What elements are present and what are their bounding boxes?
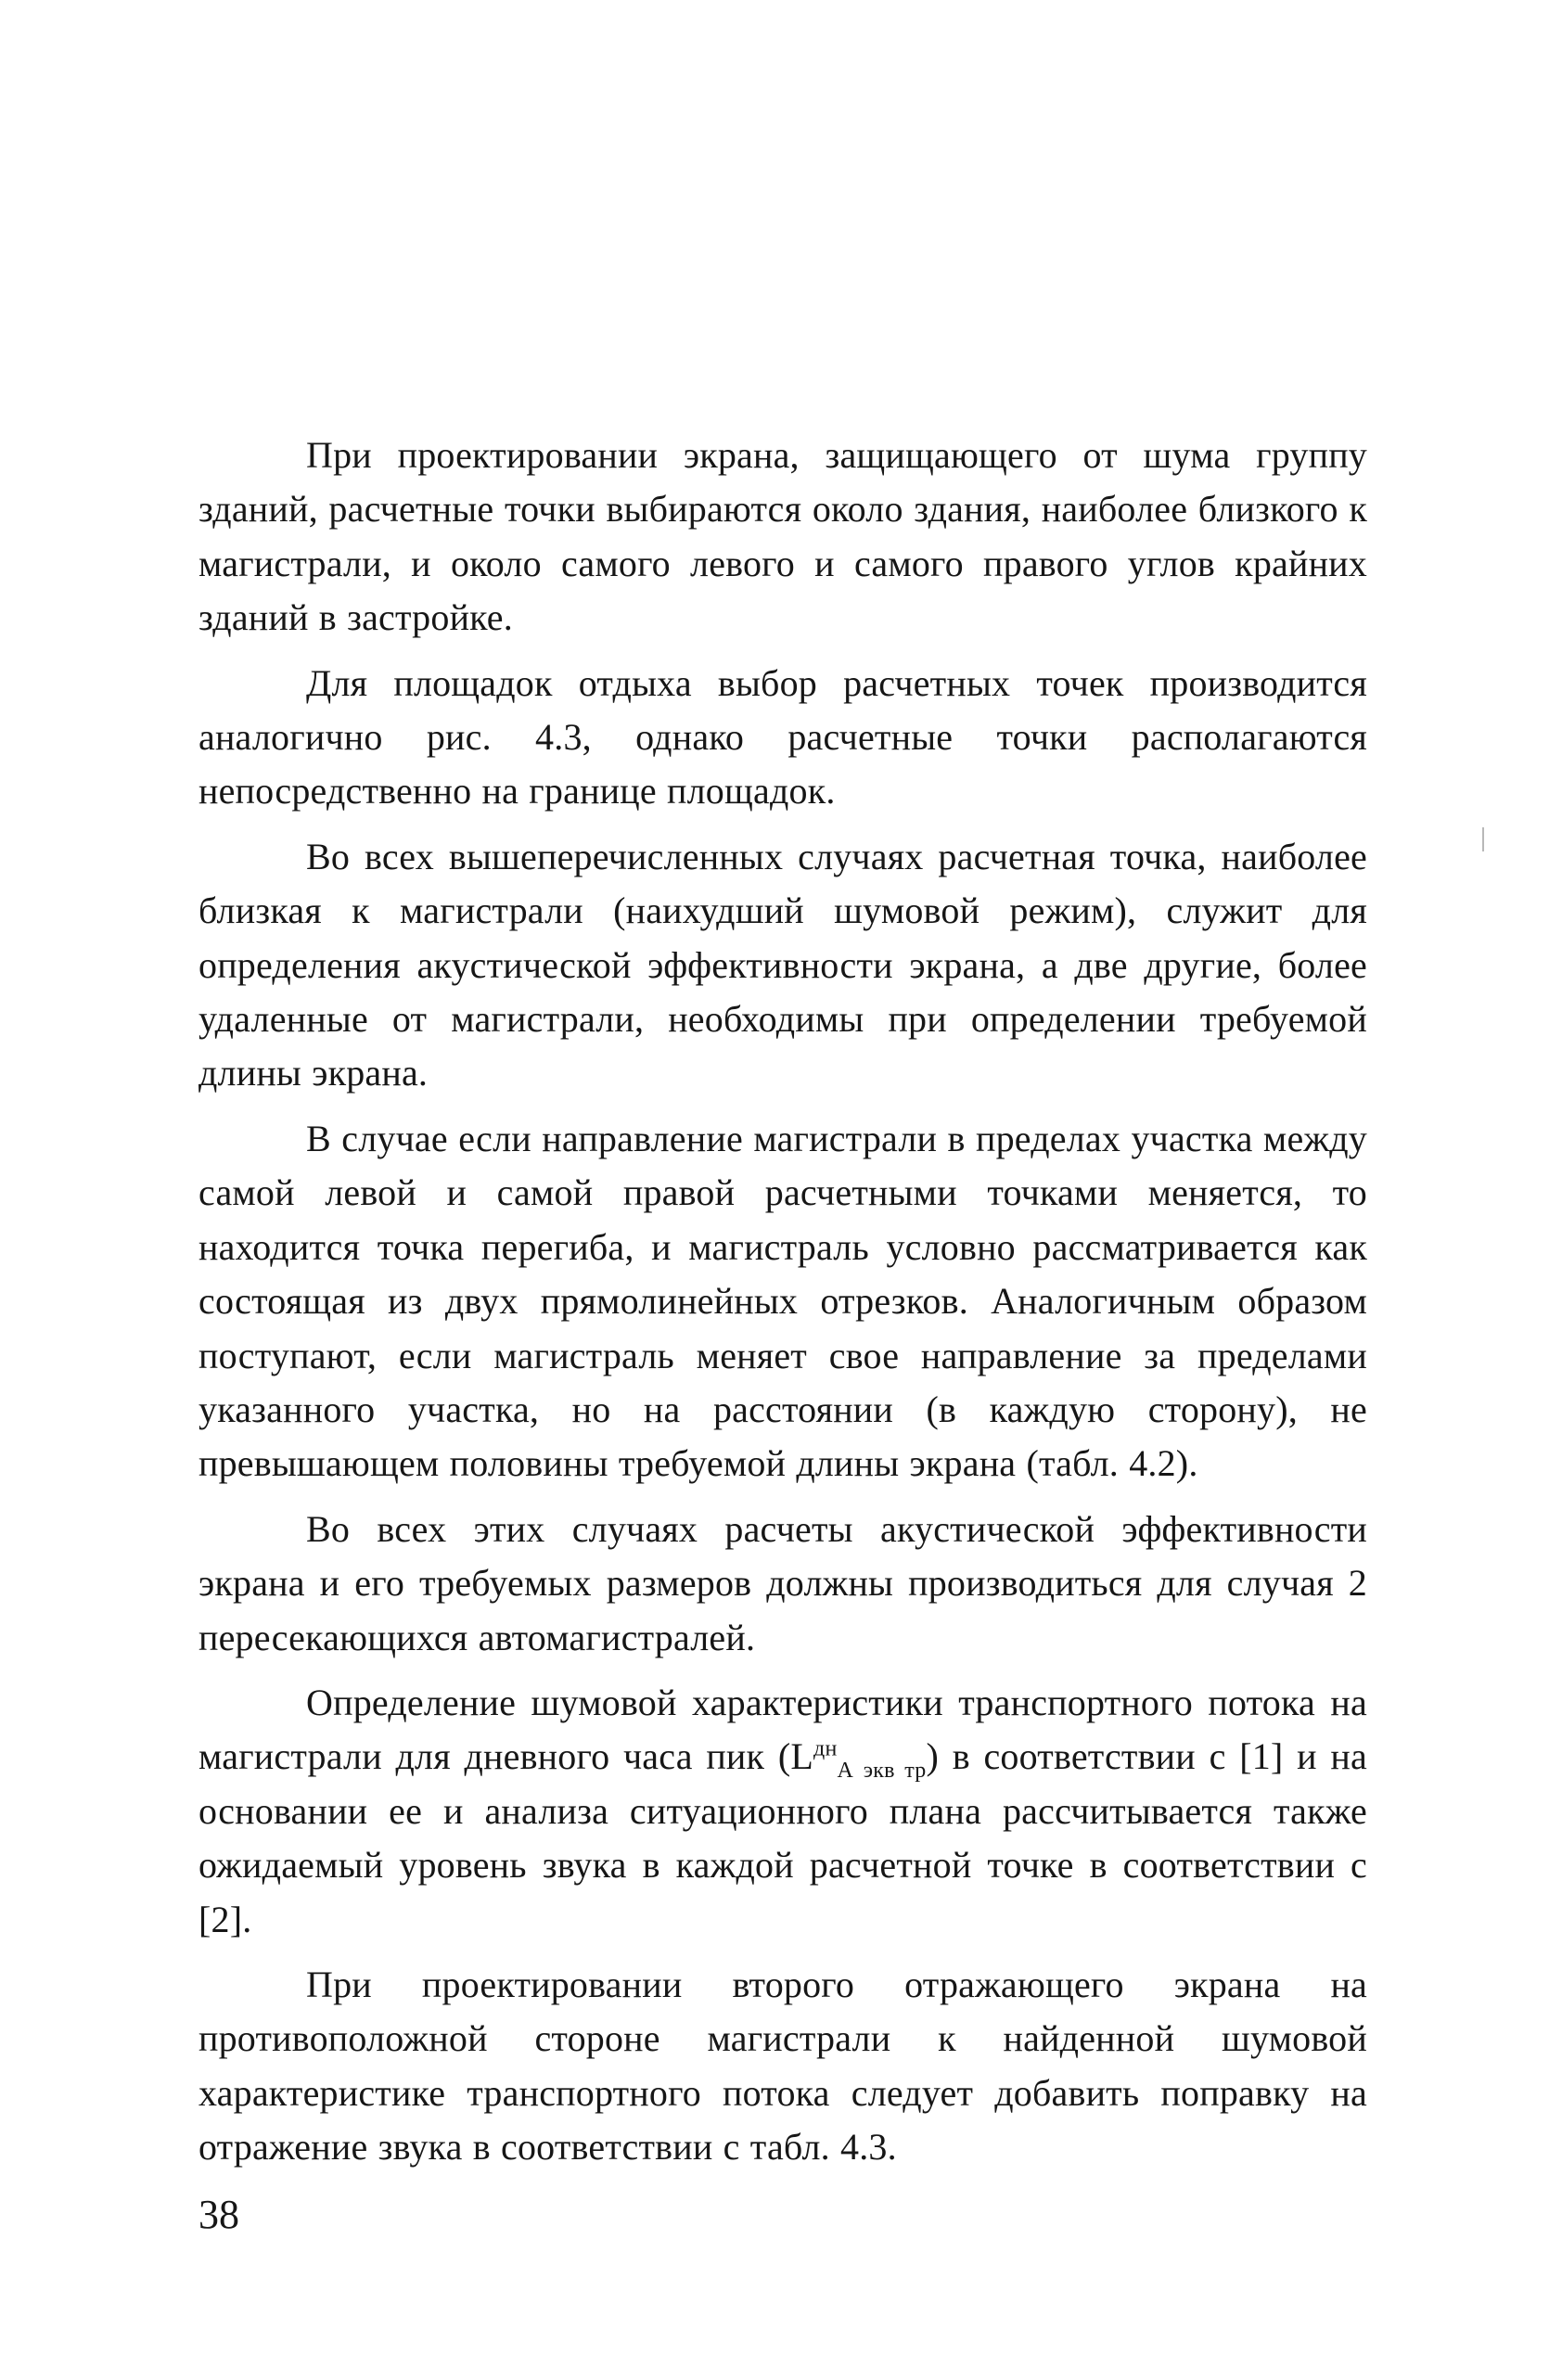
paragraph-6 <box>198 1676 1367 1947</box>
formula-base: L <box>790 1735 814 1778</box>
paragraph-6-text-before: Определение шумовой характеристики транспортного потока на магистрали для дневного часа пик <box>198 1681 1367 1778</box>
paragraph-1: При проектировании экрана, защищающего от шума группу зданий, расчетные точки выбираются около здания, наиболее близкого к магистрали, и около самого левого и самого правого углов крайних зданий в застройке. <box>198 434 1367 639</box>
body-text <box>198 429 1367 2186</box>
formula-superscript: дн <box>813 1737 838 1762</box>
paragraph-2: Для площадок отдыха выбор расчетных точек производится аналогично рис. 4.3, однако расчетные точки располагаются непосредственно на границе площадок. <box>198 661 1367 813</box>
formula-subscript: А экв тр <box>837 1759 927 1784</box>
scan-artifact-mark <box>1482 827 1484 851</box>
paragraph-4: В случае если направление магистрали в пределах участка между самой левой и самой правой расчетными точками меняется, то находится точка перегиба, и магистраль условно рассматривается как состоящая из двух прямолинейных отрезков. Аналогичным образом поступают, если магистраль меняет свое направление за пределами указанного участка, но на расстоянии (в каждую сторону), не превышающем половины требуемой длины экрана (табл. 4.2). <box>198 1117 1367 1485</box>
paragraph-5: Во всех этих случаях расчеты акустической эффективности экрана и его требуемых размеров должны производиться для случая 2 пересекающихся автомагистралей. <box>198 1507 1367 1658</box>
paragraph-7: При проектировании второго отражающего экрана на противоположной стороне магистрали к найденной шумовой характеристике транспортного потока следует добавить поправку на отражение звука в соответствии с табл. 4.3. <box>198 1963 1367 2169</box>
paragraph-3: Во всех вышеперечисленных случаях расчетная точка, наиболее близкая к магистрали (наихудший шумовой режим), служит для определения акустической эффективности экрана, а две другие, более удаленные от магистрали, необходимы при определении требуемой длины экрана. <box>198 835 1367 1094</box>
formula-close-paren: ) <box>926 1735 940 1778</box>
noise-level-formula <box>777 1735 940 1784</box>
page-number: 38 <box>198 2192 239 2237</box>
formula-open-paren: ( <box>777 1735 791 1778</box>
paragraph-6-text-after: в соответствии с [1] и на основании ее и анализа ситуационного плана рассчитывается также ожидаемый уровень звука в каждой расчетной точке в соответствии с [2]. <box>198 1735 1367 1940</box>
